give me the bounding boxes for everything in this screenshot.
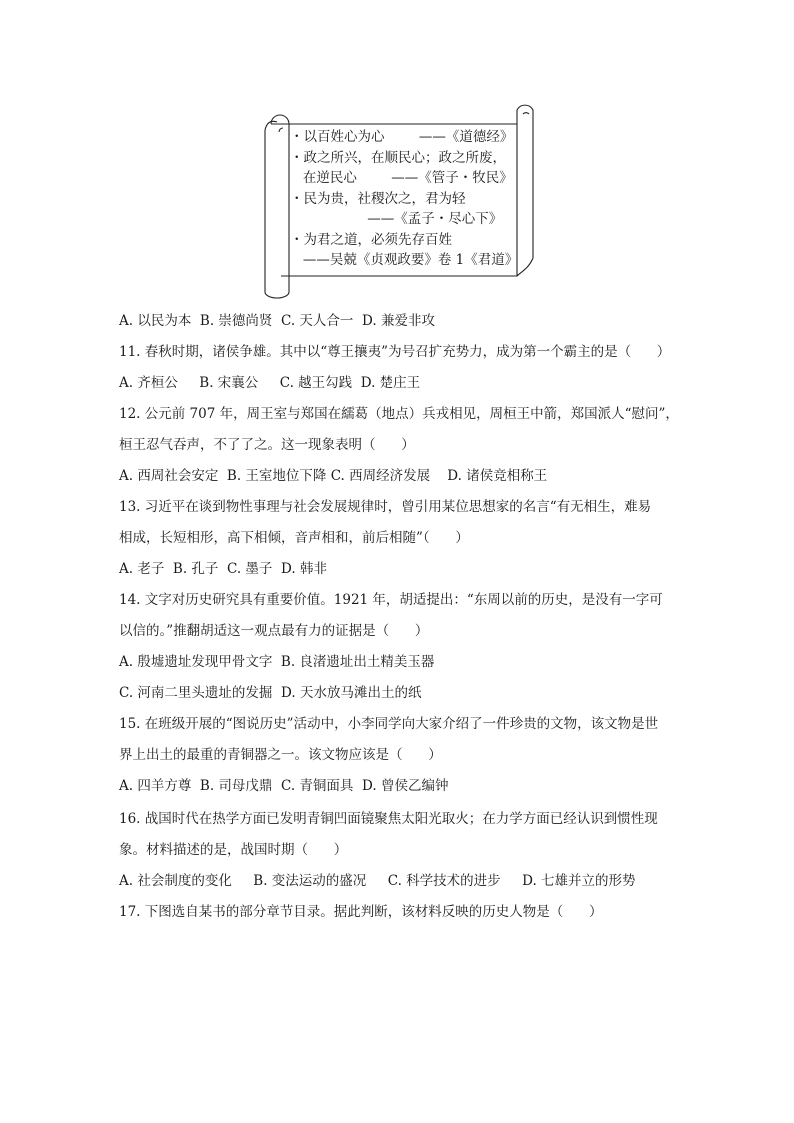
q14-stem: 14. 文字对历史研究具有重要价值。1921 年，胡适提出：“东周以前的历史，是没有一字可 (119, 592, 663, 608)
q16-stem: 16. 战国时代在热学方面已发明青铜凹面镜聚焦太阳光取火；在力学方面已经认识到惯性现 (119, 811, 658, 827)
q15-options: A. 四羊方尊 B. 司母戊鼎 C. 青铜面具 D. 曾侯乙编钟 (119, 778, 449, 794)
q16-options: A. 社会制度的变化 B. 变法运动的盛况 C. 科学技术的进步 D. 七雄并立的形势 (119, 873, 636, 889)
q11-stem: 11. 春秋时期，诸侯争雄。其中以“尊王攘夷”为号召扩充势力，成为第一个霸主的是（ ） (119, 344, 671, 360)
q10-options: A. 以民为本 B. 崇德尚贤 C. 天人合一 D. 兼爱非攻 (119, 313, 435, 329)
scroll-quote-line: ・民为贵，社稷次之，君为轻 (290, 190, 466, 207)
q17-stem: 17. 下图选自某书的部分章节目录。据此判断，该材料反映的历史人物是（ ） (119, 904, 603, 920)
q13-stem: 13. 习近平在谈到物性事理与社会发展规律时，曾引用某位思想家的名言“有无相生，难易 (119, 499, 652, 515)
scroll-quote-line: ・政之所兴，在顺民心；政之所废， (290, 149, 506, 166)
q14-options: A. 殷墟遗址发现甲骨文字 B. 良渚遗址出土精美玉器 (119, 654, 435, 670)
quote-scroll (257, 100, 537, 300)
scroll-quote-line: ・以百姓心为心 ——《道德经》 (290, 129, 514, 145)
q15-stem: 界上出土的最重的青铜器之一。该文物应该是（ ） (119, 747, 442, 763)
q12-options: A. 西周社会安定 B. 王室地位下降 C. 西周经济发展 D. 诸侯竞相称王 (119, 468, 548, 484)
q13-options: A. 老子 B. 孔子 C. 墨子 D. 韩非 (119, 561, 327, 577)
scroll-quote-line: 在逆民心 ——《管子・牧民》 (290, 170, 513, 186)
scroll-quote-line: ——《孟子・尽心下》 (290, 211, 503, 227)
q11-options: A. 齐桓公 B. 宋襄公 C. 越王勾践 D. 楚庄王 (119, 375, 421, 391)
scroll-quotes (290, 127, 530, 271)
q12-stem: 12. 公元前 707 年，周王室与郑国在繻葛（地点）兵戎相见，周桓王中箭，郑国派人“慰问”， (119, 406, 679, 422)
scroll-quote-line: ・为君之道，必须先存百姓 (290, 231, 452, 248)
scroll-quote-line: ——吴兢《贞观政要》卷 1《君道》 (290, 252, 519, 268)
q15-stem: 15. 在班级开展的“图说历史”活动中，小李同学向大家介绍了一件珍贵的文物，该文物是世 (119, 716, 659, 732)
q14-options: C. 河南二里头遗址的发掘 D. 天水放马滩出土的纸 (119, 685, 422, 701)
q14-stem: 以信的。”推翻胡适这一观点最有力的证据是（ ） (119, 623, 429, 639)
q12-stem: 桓王忍气吞声，不了了之。这一现象表明（ ） (119, 437, 415, 453)
q16-stem: 象。材料描述的是，战国时期（ ） (119, 842, 348, 858)
q13-stem: 相成，长短相形，高下相倾，音声相和，前后相随”（ ） (119, 530, 469, 546)
